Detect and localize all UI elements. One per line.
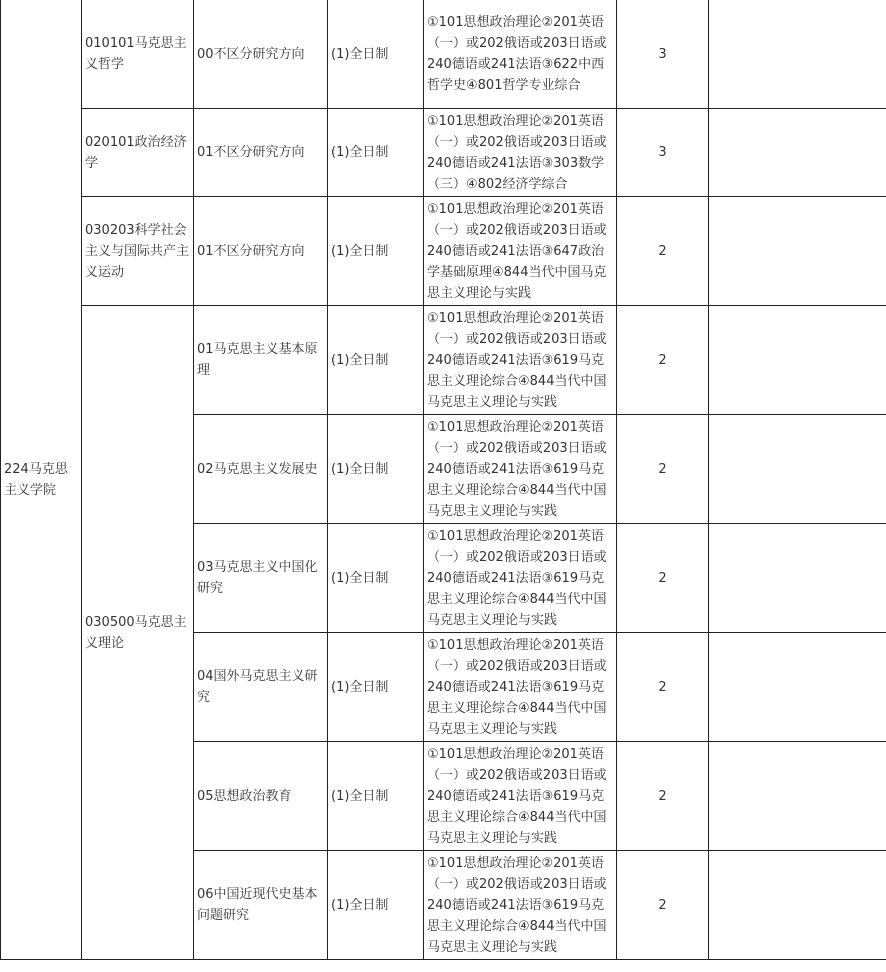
study-mode-cell: (1)全日制 xyxy=(328,415,424,524)
quota-cell: 2 xyxy=(617,742,709,851)
table-row xyxy=(1,109,886,197)
exam-subjects-cell: ①101思想政治理论②201英语（一）或202俄语或203日语或240德语或241法语③622中西哲学史④801哲学专业综合 xyxy=(424,0,617,109)
major-cell: 030500马克思主义理论 xyxy=(82,306,194,960)
quota-cell: 3 xyxy=(617,0,709,109)
note-cell xyxy=(709,415,886,524)
quota-cell: 2 xyxy=(617,306,709,415)
college-cell: 224马克思主义学院 xyxy=(1,0,82,960)
quota-cell: 2 xyxy=(617,851,709,960)
exam-subjects-cell: ①101思想政治理论②201英语（一）或202俄语或203日语或240德语或241法语③619马克思主义理论综合④844当代中国马克思主义理论与实践 xyxy=(424,633,617,742)
study-mode-cell: (1)全日制 xyxy=(328,197,424,306)
quota-cell: 2 xyxy=(617,524,709,633)
quota-cell: 2 xyxy=(617,415,709,524)
exam-subjects-cell: ①101思想政治理论②201英语（一）或202俄语或203日语或240德语或241法语③619马克思主义理论综合④844当代中国马克思主义理论与实践 xyxy=(424,524,617,633)
study-mode-cell: (1)全日制 xyxy=(328,109,424,197)
table-row xyxy=(1,0,886,109)
table-row xyxy=(1,197,886,306)
quota-cell: 2 xyxy=(617,633,709,742)
direction-cell: 01不区分研究方向 xyxy=(194,197,328,306)
exam-subjects-cell: ①101思想政治理论②201英语（一）或202俄语或203日语或240德语或241法语③619马克思主义理论综合④844当代中国马克思主义理论与实践 xyxy=(424,851,617,960)
direction-cell: 03马克思主义中国化研究 xyxy=(194,524,328,633)
study-mode-cell: (1)全日制 xyxy=(328,306,424,415)
note-cell xyxy=(709,633,886,742)
direction-cell: 05思想政治教育 xyxy=(194,742,328,851)
exam-subjects-cell: ①101思想政治理论②201英语（一）或202俄语或203日语或240德语或241法语③619马克思主义理论综合④844当代中国马克思主义理论与实践 xyxy=(424,415,617,524)
study-mode-cell: (1)全日制 xyxy=(328,851,424,960)
note-cell xyxy=(709,524,886,633)
study-mode-cell: (1)全日制 xyxy=(328,633,424,742)
direction-cell: 06中国近现代史基本问题研究 xyxy=(194,851,328,960)
note-cell xyxy=(709,306,886,415)
exam-subjects-cell: ①101思想政治理论②201英语（一）或202俄语或203日语或240德语或241法语③303数学（三）④802经济学综合 xyxy=(424,109,617,197)
direction-cell: 02马克思主义发展史 xyxy=(194,415,328,524)
quota-cell: 3 xyxy=(617,109,709,197)
table-row xyxy=(1,306,886,415)
direction-cell: 00不区分研究方向 xyxy=(194,0,328,109)
direction-cell: 01马克思主义基本原理 xyxy=(194,306,328,415)
exam-subjects-cell: ①101思想政治理论②201英语（一）或202俄语或203日语或240德语或241法语③647政治学基础原理④844当代中国马克思主义理论与实践 xyxy=(424,197,617,306)
study-mode-cell: (1)全日制 xyxy=(328,524,424,633)
note-cell xyxy=(709,197,886,306)
direction-cell: 04国外马克思主义研究 xyxy=(194,633,328,742)
note-cell xyxy=(709,851,886,960)
major-cell: 030203科学社会主义与国际共产主义运动 xyxy=(82,197,194,306)
exam-subjects-cell: ①101思想政治理论②201英语（一）或202俄语或203日语或240德语或241法语③619马克思主义理论综合④844当代中国马克思主义理论与实践 xyxy=(424,742,617,851)
quota-cell: 2 xyxy=(617,197,709,306)
study-mode-cell: (1)全日制 xyxy=(328,742,424,851)
major-cell: 020101政治经济学 xyxy=(82,109,194,197)
note-cell xyxy=(709,742,886,851)
note-cell xyxy=(709,0,886,109)
direction-cell: 01不区分研究方向 xyxy=(194,109,328,197)
study-mode-cell: (1)全日制 xyxy=(328,0,424,109)
exam-subjects-cell: ①101思想政治理论②201英语（一）或202俄语或203日语或240德语或241法语③619马克思主义理论综合④844当代中国马克思主义理论与实践 xyxy=(424,306,617,415)
major-cell: 010101马克思主义哲学 xyxy=(82,0,194,109)
note-cell xyxy=(709,109,886,197)
